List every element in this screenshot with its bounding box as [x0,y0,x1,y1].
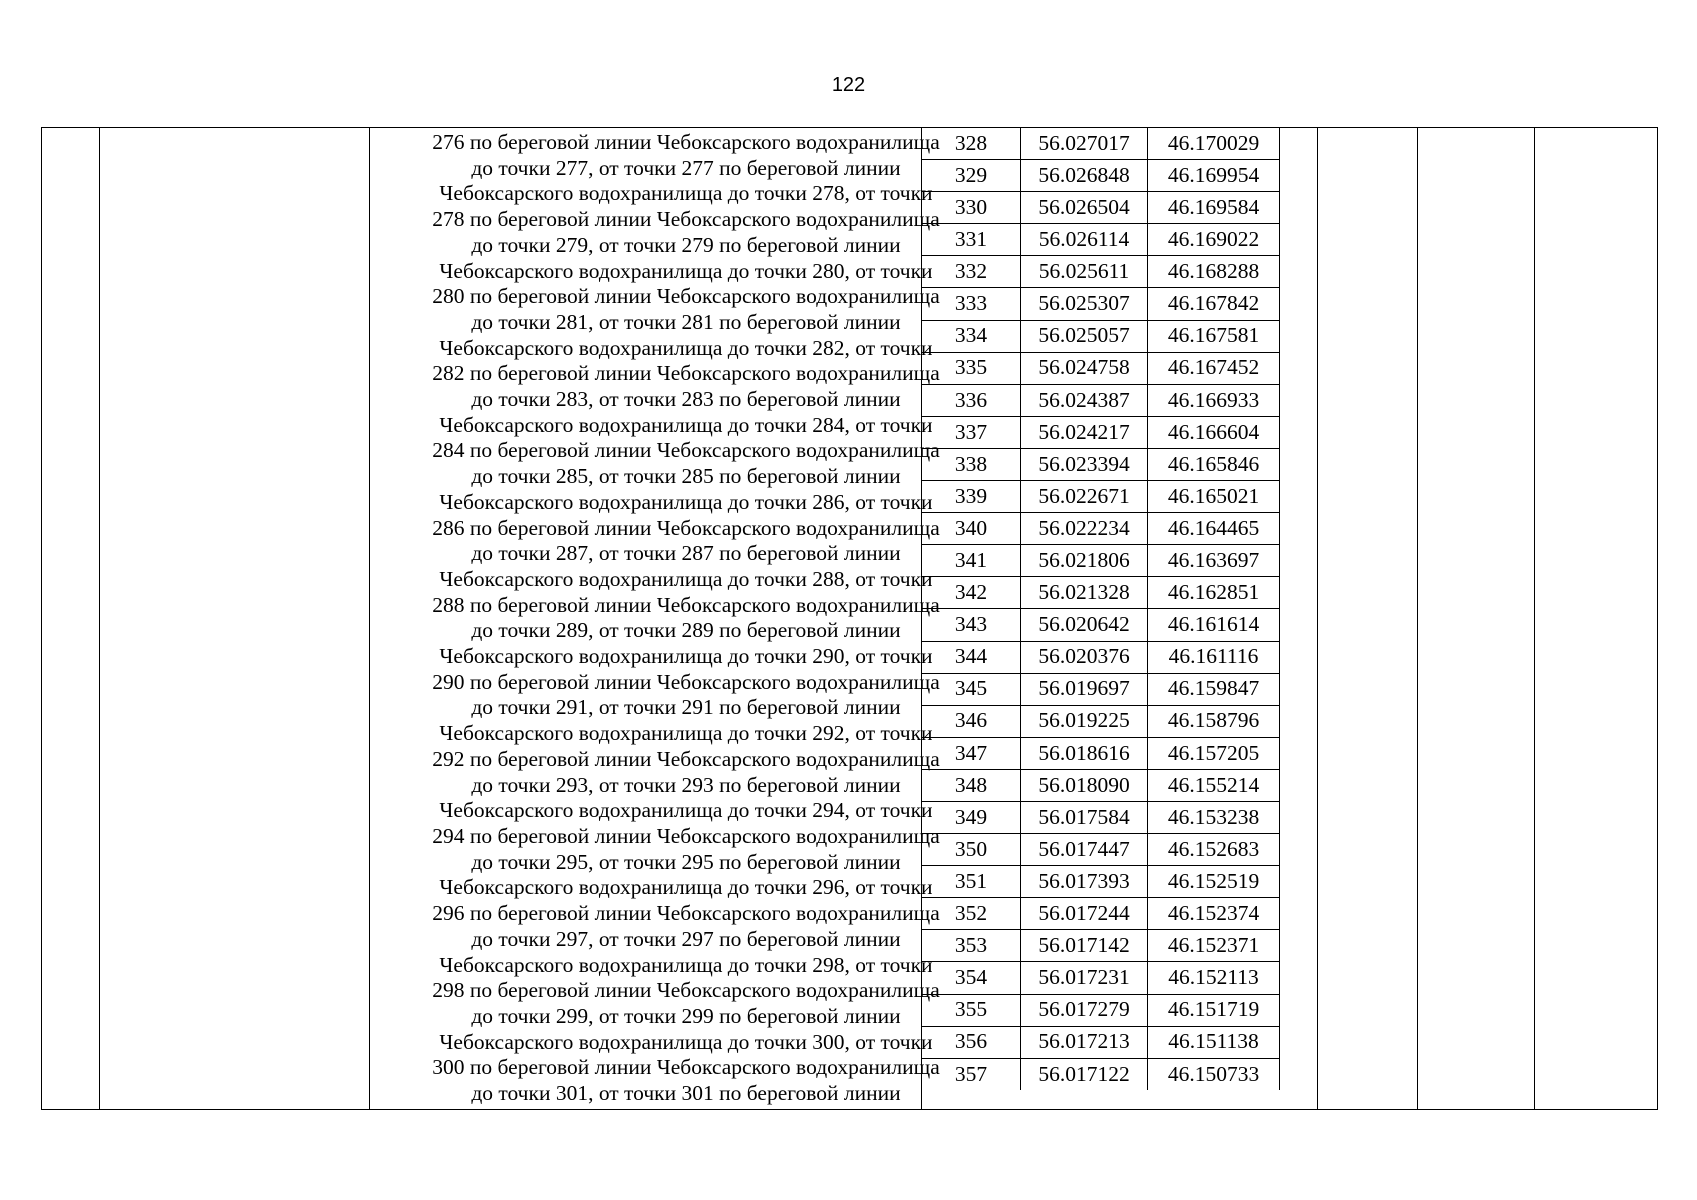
column-divider [1534,128,1535,1109]
table-row [922,930,1280,962]
point-number-cell: 340 [922,513,1021,545]
longitude-cell: 46.158796 [1148,705,1280,737]
table-row [922,1026,1280,1058]
latitude-cell: 56.017393 [1021,866,1148,898]
latitude-cell: 56.020376 [1021,641,1148,673]
table-row [922,288,1280,320]
longitude-cell: 46.167842 [1148,288,1280,320]
longitude-cell: 46.155214 [1148,769,1280,801]
coordinates-table [921,128,1280,1090]
column-divider [1317,128,1318,1109]
point-number-cell: 338 [922,448,1021,480]
latitude-cell: 56.026504 [1021,192,1148,224]
table-row [922,224,1280,256]
table-row [922,160,1280,192]
table-row [922,577,1280,609]
point-number-cell: 351 [922,866,1021,898]
point-number-cell: 357 [922,1058,1021,1090]
point-number-cell: 333 [922,288,1021,320]
point-number-cell: 346 [922,705,1021,737]
boundary-description: 276 по береговой линии Чебоксарского водохранилища до точки 277, от точки 277 по береговой линии Чебоксарского водохранилища до точки 278, от точки 278 по береговой линии Чебоксарского водохранилища до точки 279, от точки 279 по береговой линии Чебоксарского водохранилища до точки 280, от точки 280 по береговой линии Чебоксарского водохранилища до точки 281, от точки 281 по береговой линии Чебоксарского водохранилища до точки 282, от точки 282 по береговой линии Чебоксарского водохранилища до точки 283, от точки 283 по береговой линии Чебоксарского водохранилища до точки 284, от точки 284 по береговой линии Чебоксарского водохранилища до точки 285, от точки 285 по береговой линии Чебоксарского водохранилища до точки 286, от точки 286 по береговой линии Чебоксарского водохранилища до точки 287, от точки 287 по береговой линии Чебоксарского водохранилища до точки 288, от точки 288 по береговой линии Чебоксарского водохранилища до точки 289, от точки 289 по береговой линии Чебоксарского водохранилища до точки 290, от точки 290 по береговой линии Чебоксарского водохранилища до точки 291, от точки 291 по береговой линии Чебоксарского водохранилища до точки 292, от точки 292 по береговой линии Чебоксарского водохранилища до точки 293, от точки 293 по береговой линии Чебоксарского водохранилища до точки 294, от точки 294 по береговой линии Чебоксарского водохранилища до точки 295, от точки 295 по береговой линии Чебоксарского водохранилища до точки 296, от точки 296 по береговой линии Чебоксарского водохранилища до точки 297, от точки 297 по береговой линии Чебоксарского водохранилища до точки 298, от точки 298 по береговой линии Чебоксарского водохранилища до точки 299, от точки 299 по береговой линии Чебоксарского водохранилища до точки 300, от точки 300 по береговой линии Чебоксарского водохранилища до точки 301, от точки 301 по береговой линии [432,130,940,1106]
longitude-cell: 46.165846 [1148,448,1280,480]
latitude-cell: 56.025307 [1021,288,1148,320]
point-number-cell: 329 [922,160,1021,192]
table-row [922,256,1280,288]
latitude-cell: 56.027017 [1021,128,1148,160]
table-row [922,352,1280,384]
table-row [922,705,1280,737]
point-number-cell: 328 [922,128,1021,160]
point-number-cell: 331 [922,224,1021,256]
latitude-cell: 56.018616 [1021,737,1148,769]
point-number-cell: 342 [922,577,1021,609]
table-row [922,513,1280,545]
latitude-cell: 56.017584 [1021,801,1148,833]
table-row [922,1058,1280,1090]
coordinates-table-body [922,128,1280,1090]
table-row [922,192,1280,224]
point-number-cell: 353 [922,930,1021,962]
point-number-cell: 356 [922,1026,1021,1058]
longitude-cell: 46.161614 [1148,609,1280,641]
table-row [922,609,1280,641]
column-divider [99,128,100,1109]
latitude-cell: 56.026848 [1021,160,1148,192]
table-row [922,834,1280,866]
latitude-cell: 56.018090 [1021,769,1148,801]
point-number-cell: 335 [922,352,1021,384]
longitude-cell: 46.167581 [1148,320,1280,352]
table-row [922,769,1280,801]
latitude-cell: 56.026114 [1021,224,1148,256]
table-row [922,384,1280,416]
table-row [922,128,1280,160]
table-row [922,545,1280,577]
point-number-cell: 341 [922,545,1021,577]
point-number-cell: 348 [922,769,1021,801]
point-number-cell: 345 [922,673,1021,705]
table-row [922,416,1280,448]
point-number-cell: 344 [922,641,1021,673]
longitude-cell: 46.166933 [1148,384,1280,416]
longitude-cell: 46.152113 [1148,962,1280,994]
table-row [922,962,1280,994]
table-row [922,994,1280,1026]
table-row [922,801,1280,833]
longitude-cell: 46.153238 [1148,801,1280,833]
longitude-cell: 46.168288 [1148,256,1280,288]
latitude-cell: 56.019697 [1021,673,1148,705]
point-number-cell: 343 [922,609,1021,641]
longitude-cell: 46.152519 [1148,866,1280,898]
longitude-cell: 46.150733 [1148,1058,1280,1090]
latitude-cell: 56.022671 [1021,481,1148,513]
point-number-cell: 334 [922,320,1021,352]
latitude-cell: 56.025057 [1021,320,1148,352]
latitude-cell: 56.017244 [1021,898,1148,930]
longitude-cell: 46.165021 [1148,481,1280,513]
longitude-cell: 46.159847 [1148,673,1280,705]
latitude-cell: 56.017213 [1021,1026,1148,1058]
longitude-cell: 46.161116 [1148,641,1280,673]
longitude-cell: 46.162851 [1148,577,1280,609]
latitude-cell: 56.017231 [1021,962,1148,994]
table-row [922,481,1280,513]
point-number-cell: 337 [922,416,1021,448]
table-row [922,320,1280,352]
boundary-table [41,127,1658,1110]
point-number-cell: 350 [922,834,1021,866]
latitude-cell: 56.019225 [1021,705,1148,737]
longitude-cell: 46.157205 [1148,737,1280,769]
longitude-cell: 46.164465 [1148,513,1280,545]
longitude-cell: 46.169954 [1148,160,1280,192]
point-number-cell: 349 [922,801,1021,833]
latitude-cell: 56.024758 [1021,352,1148,384]
point-number-cell: 347 [922,737,1021,769]
point-number-cell: 332 [922,256,1021,288]
longitude-cell: 46.169022 [1148,224,1280,256]
latitude-cell: 56.017122 [1021,1058,1148,1090]
latitude-cell: 56.024387 [1021,384,1148,416]
longitude-cell: 46.152374 [1148,898,1280,930]
point-number-cell: 355 [922,994,1021,1026]
table-row [922,898,1280,930]
table-row [922,866,1280,898]
latitude-cell: 56.024217 [1021,416,1148,448]
table-row [922,737,1280,769]
latitude-cell: 56.017279 [1021,994,1148,1026]
latitude-cell: 56.021328 [1021,577,1148,609]
latitude-cell: 56.022234 [1021,513,1148,545]
latitude-cell: 56.017447 [1021,834,1148,866]
table-row [922,641,1280,673]
point-number-cell: 336 [922,384,1021,416]
point-number-cell: 330 [922,192,1021,224]
point-number-cell: 352 [922,898,1021,930]
longitude-cell: 46.152371 [1148,930,1280,962]
longitude-cell: 46.167452 [1148,352,1280,384]
longitude-cell: 46.152683 [1148,834,1280,866]
longitude-cell: 46.151719 [1148,994,1280,1026]
longitude-cell: 46.151138 [1148,1026,1280,1058]
longitude-cell: 46.163697 [1148,545,1280,577]
column-divider [369,128,370,1109]
table-row [922,448,1280,480]
page-number: 122 [831,74,866,96]
column-divider [1417,128,1418,1109]
longitude-cell: 46.169584 [1148,192,1280,224]
point-number-cell: 339 [922,481,1021,513]
latitude-cell: 56.023394 [1021,448,1148,480]
latitude-cell: 56.017142 [1021,930,1148,962]
longitude-cell: 46.170029 [1148,128,1280,160]
latitude-cell: 56.025611 [1021,256,1148,288]
latitude-cell: 56.020642 [1021,609,1148,641]
point-number-cell: 354 [922,962,1021,994]
table-row [922,673,1280,705]
latitude-cell: 56.021806 [1021,545,1148,577]
longitude-cell: 46.166604 [1148,416,1280,448]
